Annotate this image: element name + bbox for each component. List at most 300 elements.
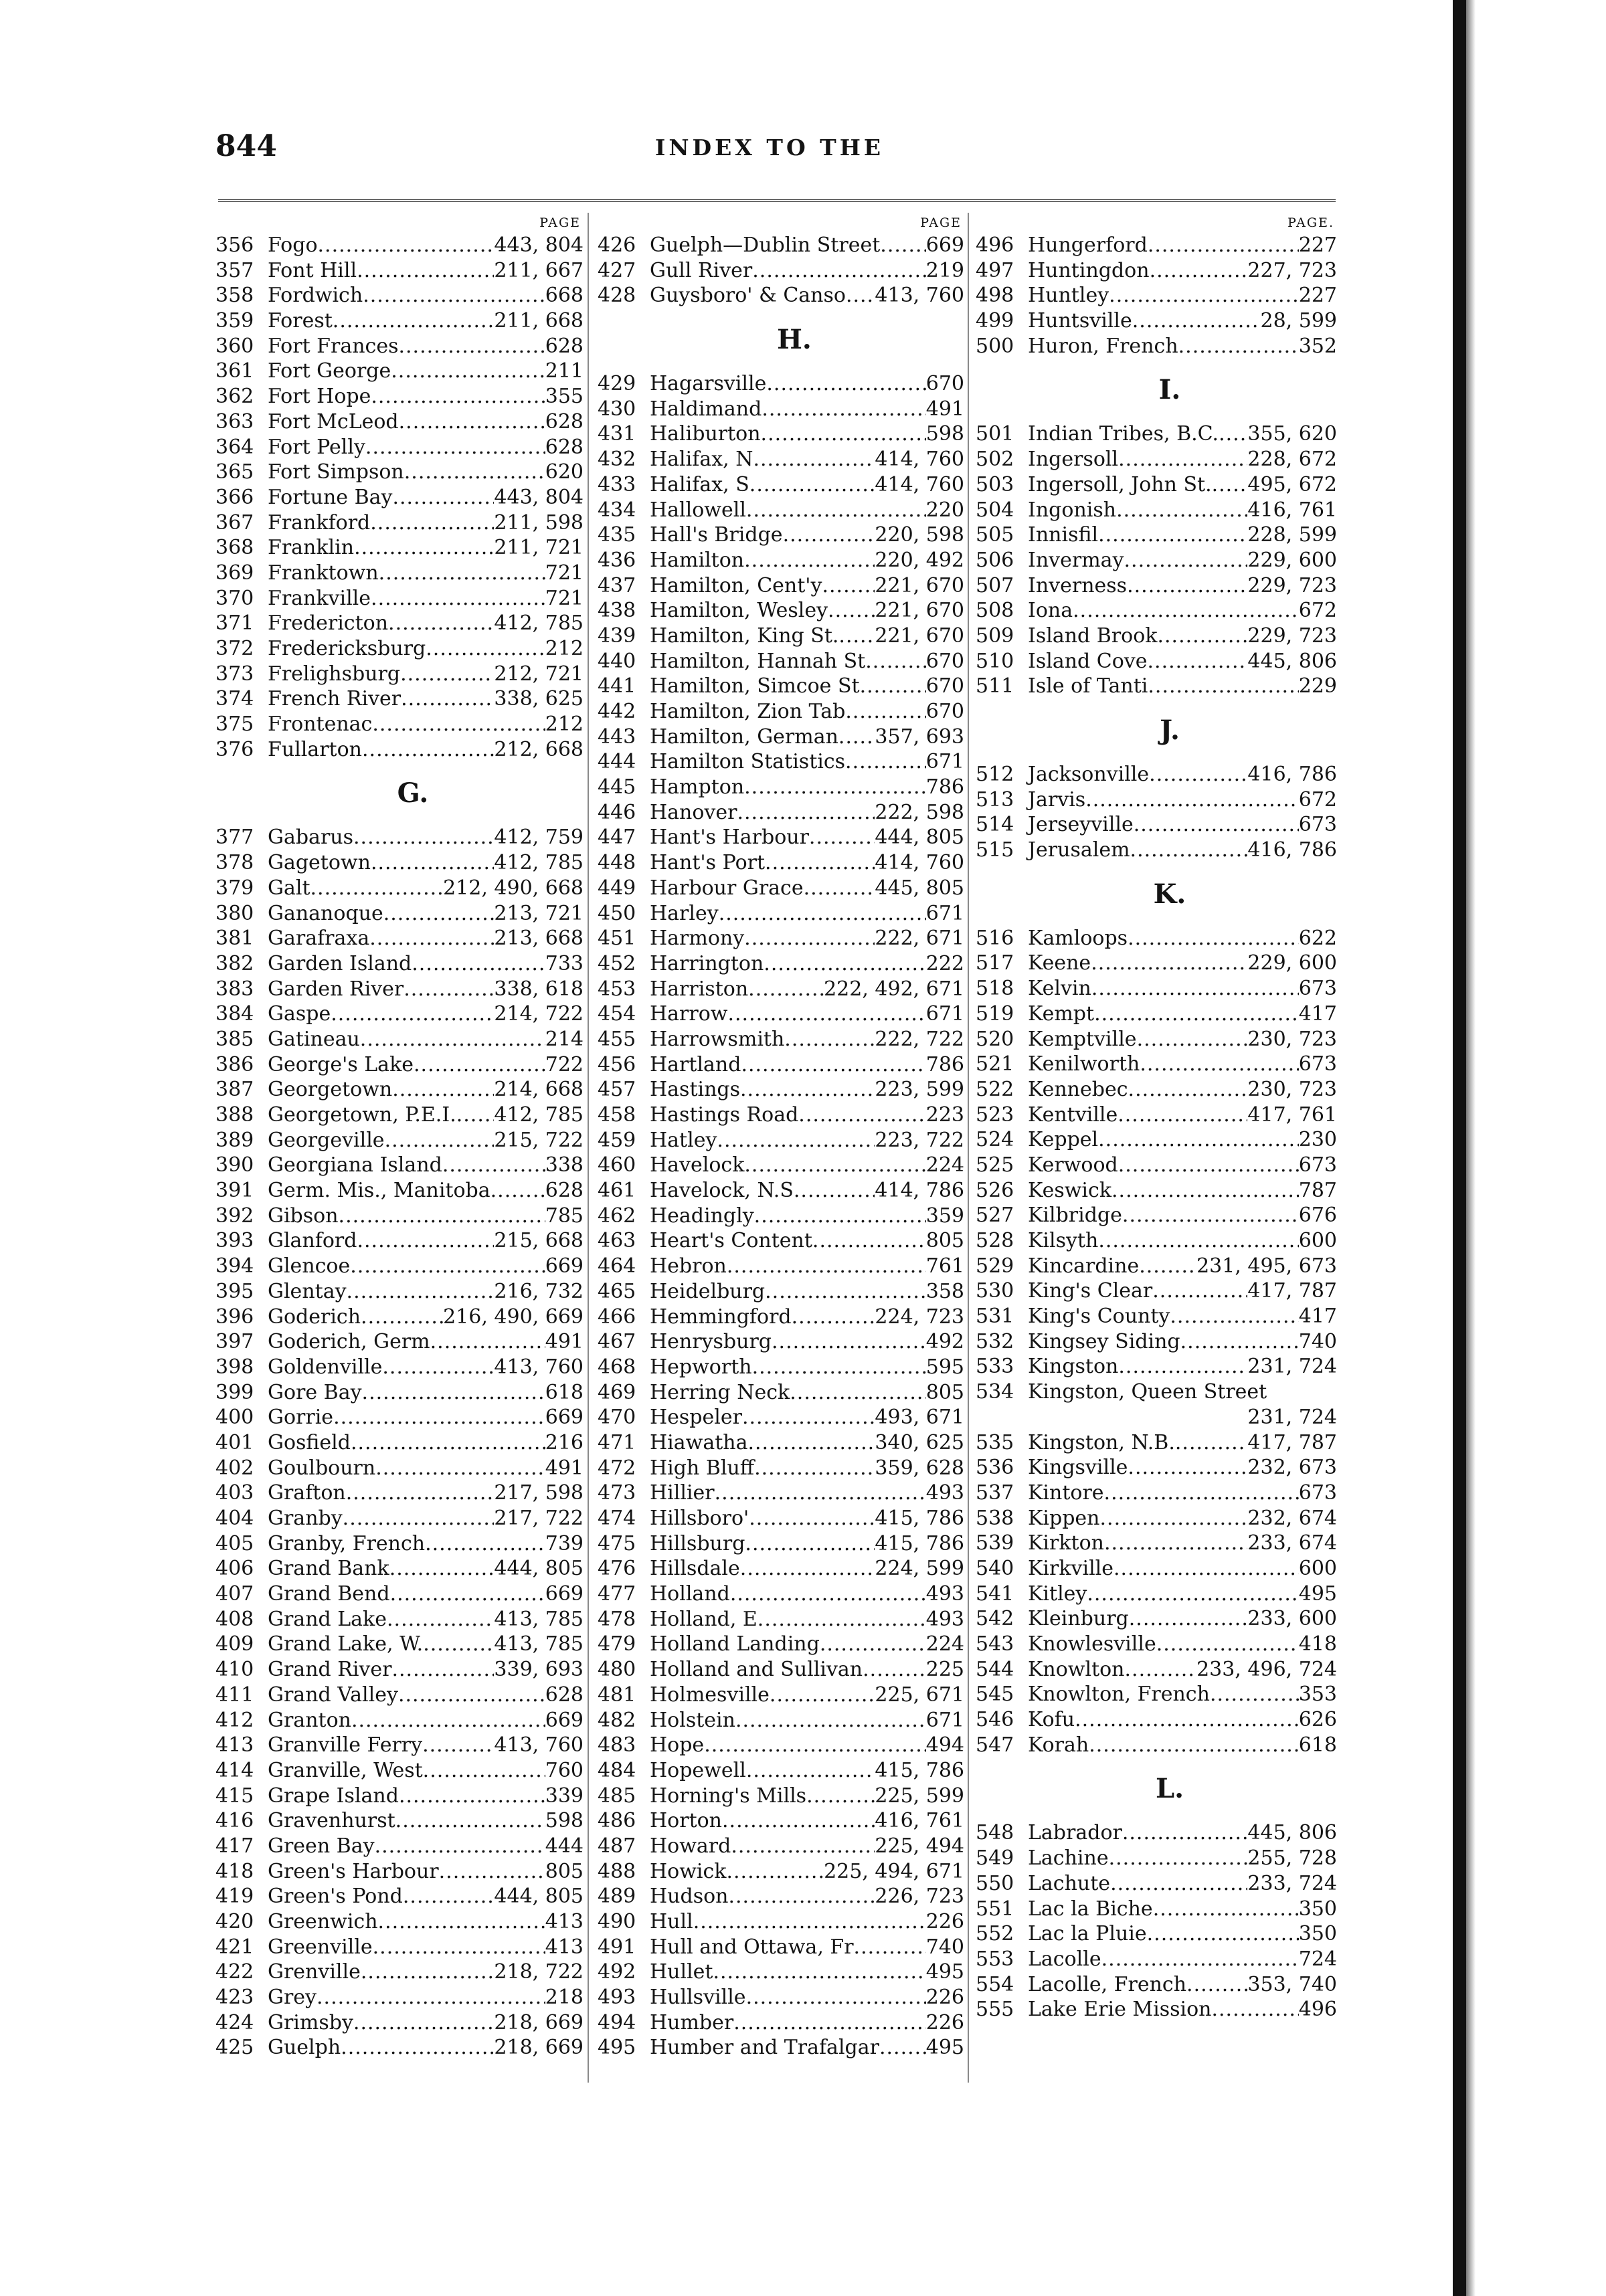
index-entry — [976, 421, 1337, 447]
dot-leader — [317, 1985, 545, 2010]
entry-name: Glanford — [268, 1229, 357, 1253]
entry-number: 555 — [976, 1998, 1014, 2022]
dot-leader — [351, 1708, 545, 1733]
entry-number: 536 — [976, 1456, 1014, 1480]
entry-name: Holstein — [650, 1708, 735, 1732]
entry-pages: 225, 671 — [875, 1683, 964, 1707]
entry-name: Green's Harbour — [268, 1859, 439, 1883]
entry-number: 470 — [598, 1406, 636, 1430]
dot-leader — [744, 775, 926, 800]
entry-number: 522 — [976, 1077, 1014, 1101]
entry-number: 410 — [215, 1658, 254, 1682]
dot-leader — [1219, 421, 1247, 447]
dot-leader — [1148, 233, 1299, 258]
entry-number: 390 — [215, 1153, 254, 1177]
entry-pages: 230, 723 — [1247, 1077, 1337, 1101]
index-entry — [215, 825, 584, 850]
index-entry — [598, 1935, 964, 1960]
dot-leader — [388, 611, 494, 636]
dot-leader — [423, 1632, 494, 1657]
dot-leader — [1116, 498, 1247, 523]
entry-number: 370 — [215, 586, 254, 610]
entry-name: Green Bay — [268, 1834, 375, 1858]
entry-pages: 628 — [545, 1179, 584, 1203]
entry-name: Humber — [650, 2010, 734, 2034]
entry-name: Harrow — [650, 1002, 728, 1026]
entry-pages: 493, 671 — [875, 1406, 964, 1430]
index-entry — [976, 1707, 1337, 1733]
entry-name: Georgetown — [268, 1078, 393, 1102]
page-edge-shadow — [1453, 0, 1466, 2296]
entry-pages: 496 — [1298, 1998, 1337, 2022]
entry-name: Gosfield — [268, 1430, 351, 1454]
index-entry — [976, 472, 1337, 498]
entry-number: 428 — [598, 284, 636, 308]
entry-name: Hillier — [650, 1481, 715, 1505]
index-entry — [215, 1103, 584, 1128]
index-entry — [598, 1683, 964, 1708]
dot-leader — [1089, 1733, 1299, 1758]
entry-name: Grand Valley — [268, 1683, 398, 1707]
entry-name: Grape Island — [268, 1784, 399, 1808]
index-entry — [598, 775, 964, 800]
index-entry — [598, 1153, 964, 1178]
index-entry — [598, 1985, 964, 2010]
dot-leader — [693, 1909, 926, 1935]
entry-number: 442 — [598, 700, 636, 723]
entry-name: Gore Bay — [268, 1380, 362, 1404]
index-entry — [215, 1329, 584, 1355]
entry-pages: 412, 785 — [494, 1103, 584, 1127]
section-heading — [976, 359, 1337, 421]
entry-number: 496 — [976, 233, 1014, 257]
dot-leader — [744, 1153, 925, 1178]
entry-name: Kerwood — [1028, 1153, 1118, 1177]
index-entry — [976, 1027, 1337, 1052]
entry-pages: 350 — [1298, 1922, 1337, 1946]
entry-number: 480 — [598, 1658, 636, 1682]
dot-leader — [333, 1405, 545, 1430]
index-entry — [598, 233, 964, 258]
index-entry — [598, 548, 964, 573]
entry-pages: 673 — [1298, 1153, 1337, 1177]
entry-pages: 413, 760 — [494, 1355, 584, 1379]
entry-name: Harley — [650, 901, 719, 925]
dot-leader — [865, 649, 925, 674]
entry-number: 531 — [976, 1305, 1014, 1329]
entry-name: Harrington — [650, 951, 764, 975]
dot-leader — [1104, 1480, 1299, 1506]
entry-pages: 417, 787 — [1247, 1430, 1337, 1454]
index-entry — [598, 1405, 964, 1430]
entry-name: Kippen — [1028, 1506, 1100, 1530]
entry-number: 448 — [598, 851, 636, 875]
entry-name: Granville Ferry — [268, 1733, 423, 1757]
dot-leader — [422, 1733, 494, 1758]
entry-pages: 211 — [545, 359, 584, 383]
entry-pages: 338, 625 — [494, 687, 584, 711]
entry-number: 554 — [976, 1972, 1014, 1996]
entry-pages: 787 — [1298, 1178, 1337, 1202]
index-entry — [598, 1305, 964, 1330]
entry-number: 392 — [215, 1204, 254, 1228]
dot-leader — [846, 283, 875, 308]
index-entry — [976, 598, 1337, 624]
dot-leader — [765, 1279, 926, 1305]
section-letter: I. — [1158, 374, 1181, 406]
index-entry — [215, 876, 584, 901]
entry-name: Kilsyth — [1028, 1229, 1099, 1252]
index-entry — [598, 977, 964, 1002]
entry-number: 435 — [598, 523, 636, 547]
index-entry — [598, 876, 964, 901]
entry-name: Kelvin — [1028, 977, 1091, 1001]
entry-number: 447 — [598, 826, 636, 850]
entry-pages: 413, 785 — [494, 1632, 584, 1656]
dot-leader — [806, 1784, 875, 1809]
entry-number: 490 — [598, 1910, 636, 1933]
entry-name: French River — [268, 687, 402, 711]
dot-leader — [1170, 1304, 1298, 1329]
entry-name: Fort Hope — [268, 385, 371, 409]
entry-number: 387 — [215, 1078, 254, 1102]
entry-pages: 340, 625 — [875, 1430, 964, 1454]
entry-name: Guelph — [268, 2036, 341, 2060]
index-entry — [598, 1355, 964, 1380]
index-entry — [215, 1204, 584, 1229]
entry-name: Kleinburg — [1028, 1607, 1129, 1631]
dot-leader — [1148, 649, 1248, 674]
entry-pages: 445, 806 — [1247, 1821, 1337, 1845]
entry-name: Halifax, N — [650, 448, 753, 472]
entry-pages: 413, 785 — [494, 1607, 584, 1631]
entry-pages: 229, 723 — [1247, 573, 1337, 597]
entry-pages: 220, 598 — [875, 523, 964, 547]
entry-number: 475 — [598, 1531, 636, 1555]
entry-pages: 672 — [1298, 599, 1337, 623]
entry-name: Glencoe — [268, 1254, 351, 1278]
entry-pages: 670 — [925, 372, 964, 396]
index-entry — [976, 1556, 1337, 1582]
entry-number: 464 — [598, 1254, 636, 1278]
entry-pages: 673 — [1298, 977, 1337, 1001]
entry-pages: 670 — [925, 649, 964, 673]
dot-leader — [361, 1305, 443, 1330]
dot-leader — [719, 901, 926, 927]
dot-leader — [365, 435, 545, 460]
entry-name: Grey — [268, 1986, 317, 2010]
section-heading — [976, 699, 1337, 762]
entry-pages: 225, 494, 671 — [824, 1859, 964, 1883]
page-column-label: PAGE — [539, 215, 581, 230]
entry-number: 472 — [598, 1456, 636, 1480]
dot-leader — [1085, 787, 1299, 813]
dot-leader — [754, 1456, 875, 1481]
entry-name: Garafraxa — [268, 927, 370, 951]
entry-number: 508 — [976, 599, 1014, 623]
entry-pages: 214 — [545, 1027, 584, 1051]
entry-number: 469 — [598, 1380, 636, 1404]
entry-number: 359 — [215, 309, 254, 333]
index-entry — [976, 762, 1337, 787]
entry-number: 512 — [976, 763, 1014, 786]
dot-leader — [792, 1305, 875, 1330]
dot-leader — [713, 1959, 925, 1985]
entry-number: 419 — [215, 1885, 254, 1909]
dot-leader — [790, 1380, 925, 1406]
entry-name: Hudson — [650, 1885, 729, 1909]
index-entry — [215, 359, 584, 384]
entry-pages: 671 — [925, 901, 964, 925]
entry-name: Hull — [650, 1910, 693, 1933]
entry-name: Kintore — [1028, 1480, 1104, 1505]
entry-name: Hant's Harbour — [650, 826, 809, 850]
dot-leader — [794, 1178, 875, 1204]
dot-leader — [1122, 1203, 1299, 1228]
index-entry — [598, 397, 964, 422]
index-entry — [215, 1305, 584, 1330]
entry-name: Heidelburg — [650, 1279, 766, 1303]
dot-leader — [375, 1456, 545, 1481]
entry-name: Hartland — [650, 1052, 741, 1076]
entry-number: 440 — [598, 649, 636, 673]
entry-name: Grand Lake, W. — [268, 1632, 424, 1656]
dot-leader — [1109, 1846, 1248, 1871]
entry-pages: 229 — [1298, 674, 1337, 698]
dot-leader — [1148, 674, 1298, 699]
entry-name: Franklin — [268, 536, 355, 560]
dot-leader — [398, 334, 545, 359]
entry-number: 498 — [976, 284, 1014, 308]
index-entry — [215, 712, 584, 737]
entry-number: 397 — [215, 1330, 254, 1354]
entry-pages: 339 — [545, 1784, 584, 1808]
entry-number: 523 — [976, 1103, 1014, 1127]
index-entry — [598, 1430, 964, 1456]
entry-number: 473 — [598, 1481, 636, 1505]
index-entry — [976, 1506, 1337, 1531]
entry-name: Hampton — [650, 775, 745, 799]
entry-number: 483 — [598, 1733, 636, 1757]
entry-name: Hagarsville — [650, 372, 767, 396]
index-entry — [215, 1607, 584, 1632]
dot-leader — [1129, 1606, 1248, 1632]
entry-name: Huntingdon — [1028, 258, 1150, 282]
index-entry — [598, 624, 964, 649]
dot-leader — [361, 1959, 495, 1985]
index-entry — [215, 1153, 584, 1178]
index-entry — [215, 662, 584, 687]
entry-number: 476 — [598, 1557, 636, 1581]
entry-name: Hebron — [650, 1254, 727, 1278]
entry-pages: 228, 672 — [1247, 448, 1337, 472]
entry-pages: 353 — [1298, 1683, 1337, 1707]
entry-number: 532 — [976, 1329, 1014, 1353]
dot-leader — [310, 876, 444, 901]
index-entry — [215, 283, 584, 308]
entry-pages: 626 — [1298, 1708, 1337, 1732]
entry-name: Holland and Sullivan — [650, 1658, 863, 1682]
entry-name: Lachine — [1028, 1846, 1109, 1871]
entry-pages: 417, 787 — [1247, 1279, 1337, 1303]
dot-leader — [1157, 624, 1247, 649]
entry-name: Germ. Mis., Manitoba — [268, 1179, 490, 1203]
entry-name: Ingonish — [1028, 498, 1117, 522]
entry-name: George's Lake — [268, 1052, 414, 1076]
dot-leader — [1098, 1127, 1299, 1153]
index-entry — [598, 258, 964, 284]
dot-leader — [728, 1884, 875, 1909]
dot-leader — [1118, 1103, 1247, 1128]
entry-name: Harrowsmith — [650, 1027, 785, 1051]
dot-leader — [752, 1355, 926, 1380]
entry-number: 452 — [598, 951, 636, 975]
index-entry — [598, 1480, 964, 1506]
entry-name: Lac la Biche — [1028, 1897, 1153, 1921]
dot-leader — [1073, 598, 1299, 624]
entry-name: Gananoque — [268, 901, 383, 925]
entry-number: 439 — [598, 624, 636, 648]
entry-number: 406 — [215, 1557, 254, 1581]
entry-number: 382 — [215, 951, 254, 975]
entry-pages: 740 — [925, 1935, 964, 1959]
entry-number: 375 — [215, 712, 254, 737]
entry-pages: 416, 761 — [875, 1809, 964, 1833]
dot-leader — [822, 573, 875, 599]
entry-number: 446 — [598, 800, 636, 824]
entry-pages: 233, 496, 724 — [1196, 1657, 1337, 1681]
index-entry — [976, 1871, 1337, 1897]
index-entry — [976, 573, 1337, 599]
entry-name: Hatley — [650, 1128, 717, 1152]
entry-name: Jerseyville — [1028, 813, 1134, 837]
index-entry — [598, 1784, 964, 1809]
entry-name: Kilbridge — [1028, 1204, 1122, 1228]
entry-name: Gull River — [650, 258, 753, 282]
entry-number: 501 — [976, 422, 1014, 446]
dot-leader — [401, 686, 494, 712]
dot-leader — [880, 233, 925, 258]
dot-leader — [761, 421, 926, 447]
entry-pages: 628 — [545, 409, 584, 434]
entry-pages: 620 — [545, 460, 584, 484]
entry-number: 460 — [598, 1153, 636, 1177]
entry-pages: 413, 760 — [875, 284, 964, 308]
entry-name: Frankford — [268, 510, 371, 535]
entry-name: Kirkton — [1028, 1531, 1104, 1555]
dot-leader — [704, 1733, 926, 1758]
entry-name: Harbour Grace — [650, 876, 804, 900]
entry-name: Frontenac — [268, 712, 373, 737]
entry-number: 481 — [598, 1683, 636, 1707]
entry-number: 372 — [215, 637, 254, 660]
entry-pages: 760 — [545, 1758, 584, 1782]
dot-leader — [1101, 1947, 1299, 1972]
index-column-3 — [976, 213, 1337, 2022]
entry-number: 518 — [976, 977, 1014, 1001]
entry-name: Jacksonville — [1028, 763, 1150, 786]
entry-pages: 213, 668 — [494, 927, 584, 951]
entry-number: 540 — [976, 1556, 1014, 1580]
dot-leader — [770, 1683, 875, 1708]
entry-number: 408 — [215, 1607, 254, 1631]
dot-leader — [740, 1077, 875, 1103]
index-entries — [598, 233, 964, 2061]
entry-pages: 412, 785 — [494, 851, 584, 875]
index-column-1 — [215, 213, 584, 2061]
entry-number: 436 — [598, 548, 636, 572]
entry-name: Fort George — [268, 359, 391, 383]
index-entry — [215, 1859, 584, 1885]
entry-number: 539 — [976, 1531, 1014, 1555]
entry-number: 422 — [215, 1960, 254, 1984]
dot-leader — [1128, 926, 1299, 951]
entry-name: High Bluff — [650, 1456, 755, 1480]
entry-number: 482 — [598, 1708, 636, 1732]
entry-pages: 671 — [925, 1708, 964, 1732]
index-entry — [215, 1909, 584, 1935]
entry-number: 389 — [215, 1128, 254, 1152]
index-entry — [215, 1355, 584, 1380]
entry-number: 491 — [598, 1935, 636, 1959]
entry-name: Korah — [1028, 1733, 1089, 1757]
index-entry — [976, 1820, 1337, 1846]
entry-name: Henrysburg — [650, 1330, 772, 1354]
dot-leader — [730, 1582, 926, 1607]
entry-name: Kingston — [1028, 1355, 1119, 1379]
dot-leader — [456, 1103, 495, 1128]
index-entry — [598, 2010, 964, 2036]
dot-leader — [425, 1531, 545, 1557]
index-entry — [215, 1657, 584, 1683]
entry-number: 542 — [976, 1607, 1014, 1631]
index-entry — [215, 1582, 584, 1607]
entry-pages: 338 — [545, 1153, 584, 1177]
dot-leader — [820, 1632, 926, 1657]
entry-pages: 618 — [1298, 1733, 1337, 1757]
entry-pages: 216, 732 — [494, 1279, 584, 1303]
entry-number: 412 — [215, 1708, 254, 1732]
entry-pages: 722 — [545, 1052, 584, 1076]
entry-pages: 229, 600 — [1247, 951, 1337, 975]
dot-leader — [1147, 1921, 1299, 1947]
dot-leader — [744, 926, 875, 951]
dot-leader — [798, 1103, 925, 1128]
entry-number: 396 — [215, 1305, 254, 1329]
entry-pages: 359 — [925, 1204, 964, 1228]
entry-name: Labrador — [1028, 1821, 1122, 1845]
entry-name: Lacolle — [1028, 1947, 1101, 1971]
index-entry — [976, 1254, 1337, 1279]
index-entry — [976, 1103, 1337, 1128]
dot-leader — [423, 1758, 545, 1784]
entry-number: 502 — [976, 448, 1014, 472]
entry-name: Greenwich — [268, 1910, 378, 1933]
entry-name: Holland — [650, 1582, 730, 1606]
dot-leader — [1111, 1178, 1299, 1204]
dot-leader — [828, 598, 875, 624]
dot-leader — [360, 1027, 545, 1052]
index-entry — [598, 447, 964, 472]
entry-pages: 358 — [925, 1279, 964, 1303]
entry-pages: 600 — [1298, 1229, 1337, 1252]
index-entry — [215, 1884, 584, 1909]
entry-name: Kingsville — [1028, 1456, 1128, 1480]
dot-leader — [1152, 1278, 1247, 1304]
entry-name: Humber and Trafalgar — [650, 2036, 879, 2060]
entry-name: Kemptville — [1028, 1027, 1137, 1051]
entry-pages: 255, 728 — [1247, 1846, 1337, 1871]
